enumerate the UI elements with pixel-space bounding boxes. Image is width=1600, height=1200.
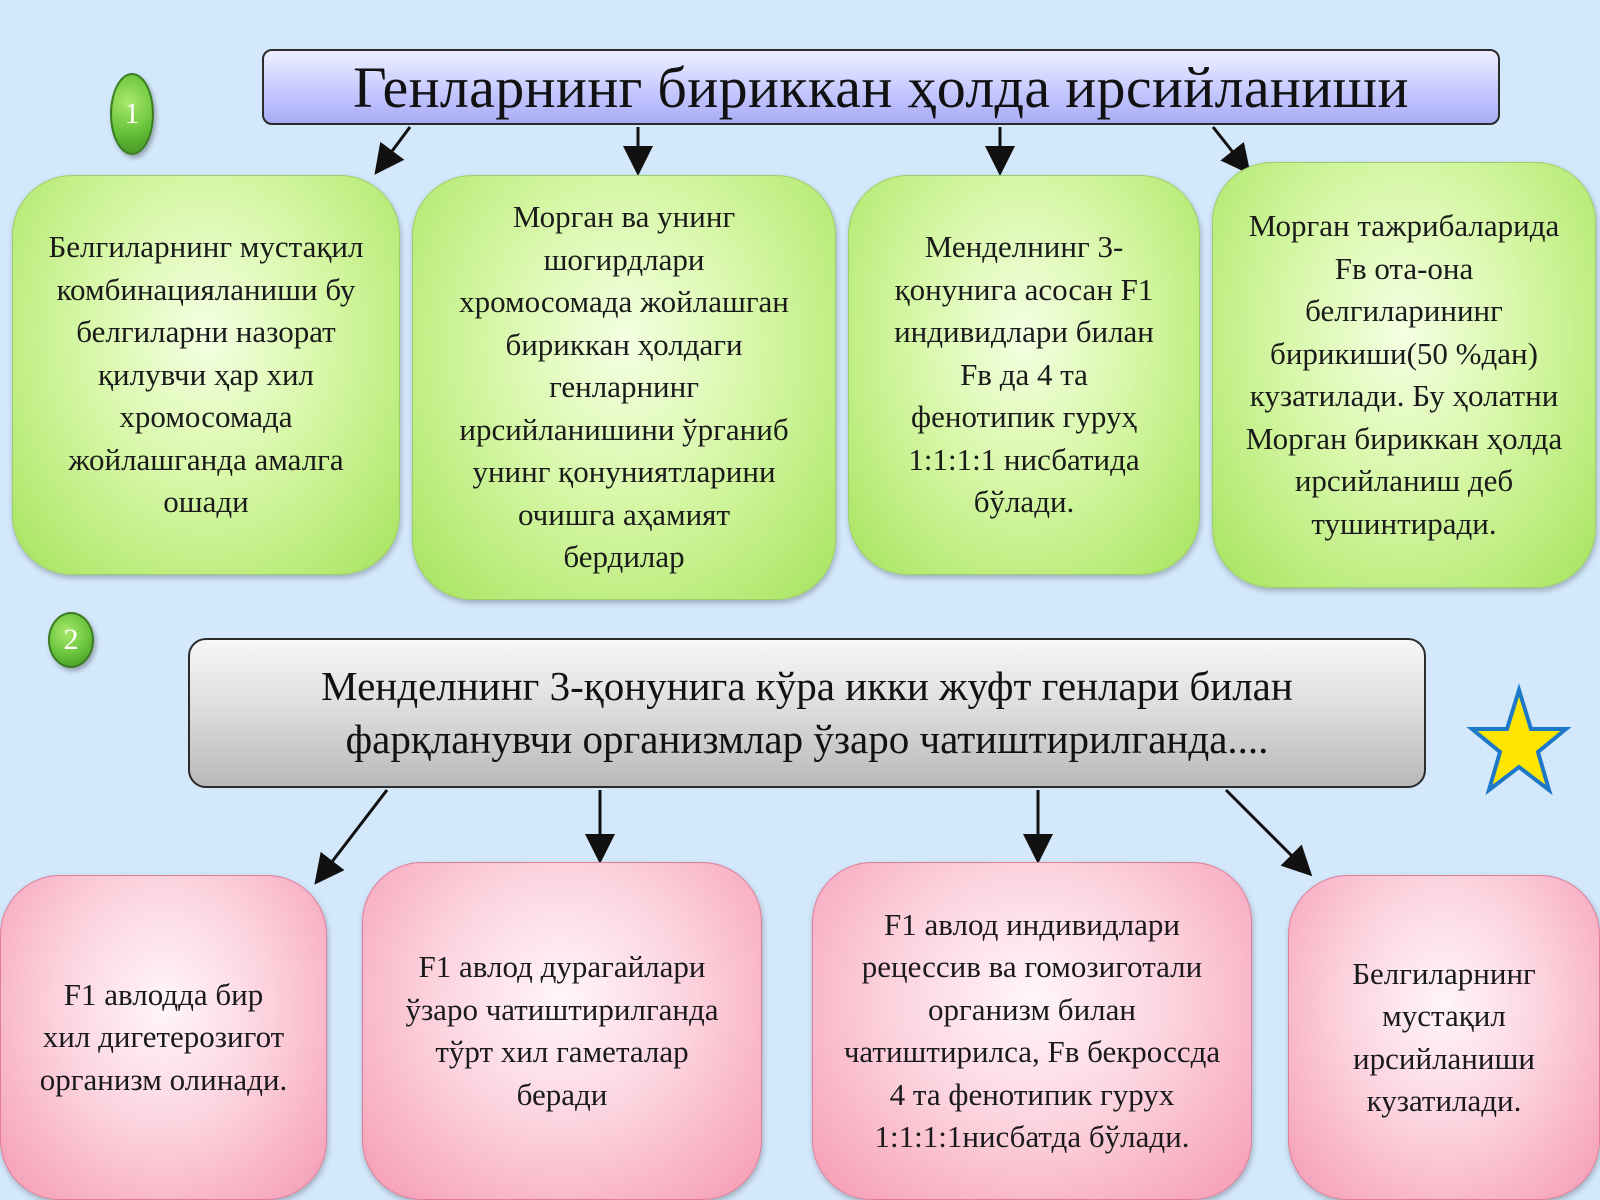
bottom-box-3-text: F1 авлод индивидлари рецессив ва гомозиготали организм билан чатиштирилса, Fв бекроссда 4 та фенотипик гурух 1:1:1:1нисбатда бўлади. — [843, 906, 1221, 1154]
top-box-2-text: Морган ва унинг шогирдлари хромосомада жойлашган бириккан ҳолдаги генларнинг ирсийланишини ўрганиб унинг қонуниятларини очишга аҳамият бердилар — [459, 199, 789, 575]
star-icon — [1472, 690, 1566, 790]
top-box-1 — [12, 175, 400, 575]
main-title: Генларнинг бириккан ҳолда ирсийланиши — [262, 49, 1500, 125]
top-box-3 — [848, 175, 1200, 575]
bottom-box-3 — [812, 862, 1252, 1200]
down-arrow-icon — [378, 127, 410, 170]
bottom-box-1 — [0, 875, 327, 1200]
down-arrow-icon — [1226, 790, 1308, 872]
down-arrow-icon — [1213, 127, 1247, 170]
bottom-box-2 — [362, 862, 762, 1200]
bottom-box-1-text: F1 авлодда бир хил дигетерозигот организм олинади. — [39, 976, 288, 1097]
top-box-1-text: Белгиларнинг мустақил комбинацияланиши бу белгиларни назорат қилувчи ҳар хил хромосомада жойлашганда амалга ошади — [48, 229, 364, 520]
top-box-2 — [412, 175, 836, 600]
top-box-4 — [1212, 162, 1596, 588]
down-arrow-icon — [318, 790, 387, 880]
subtitle-text: Менделнинг 3-қонунига кўра икки жуфт генлари билан фарқланувчи организмлар ўзаро чатиштирилганда.... — [321, 663, 1293, 762]
section-number-badge: 1 — [110, 73, 154, 155]
bottom-box-4-text: Белгиларнинг мустақил ирсийланиши кузатилади. — [1352, 955, 1536, 1118]
subtitle-box — [188, 638, 1426, 788]
section-number-badge: 2 — [48, 612, 94, 668]
top-box-4-text: Морган тажрибаларида Fв ота-она белгиларининг бирикиши(50 %дан) кузатилади. Бу ҳолатни Морган бириккан ҳолда ирсийланиш деб тушинтиради. — [1245, 208, 1563, 541]
bottom-box-2-text: F1 авлод дурагайлари ўзаро чатиштирилганда тўрт хил гаметалар беради — [405, 949, 719, 1112]
top-box-3-text: Менделнинг 3-қонунига асосан F1 индивидлари билан Fв да 4 та фенотипик гуруҳ 1:1:1:1 нисбатида бўлади. — [894, 229, 1154, 520]
bottom-box-4 — [1288, 875, 1600, 1200]
